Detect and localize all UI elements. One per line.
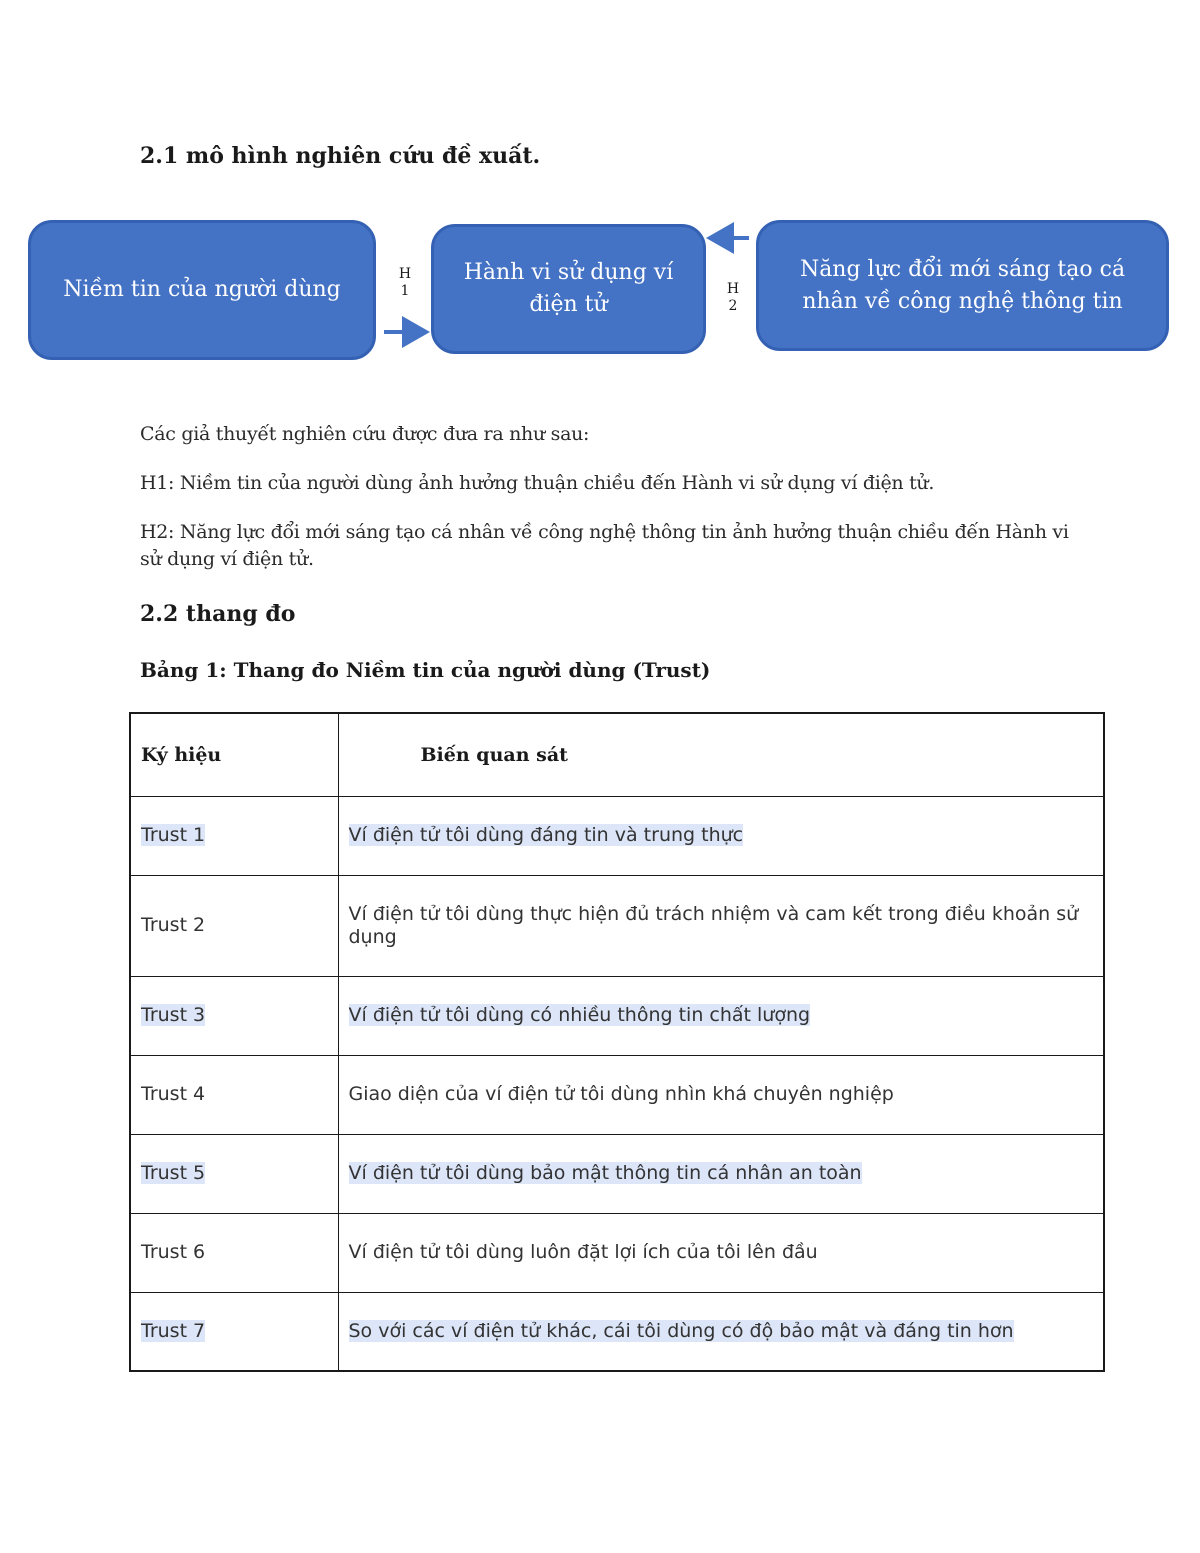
column-header-code: Ký hiệu bbox=[130, 713, 338, 796]
hypothesis-label-h1-number: 1 bbox=[400, 283, 410, 299]
cell-code-text: Trust 1 bbox=[141, 824, 206, 846]
table-row bbox=[130, 1213, 1104, 1292]
diagram-box-user-trust-label: Niềm tin của người dùng bbox=[63, 277, 341, 302]
section-heading-model: 2.1 mô hình nghiên cứu đề xuất. bbox=[140, 143, 541, 169]
cell-variable bbox=[338, 1292, 1104, 1371]
cell-code bbox=[130, 1134, 338, 1213]
cell-code bbox=[130, 796, 338, 875]
cell-code-text: Trust 6 bbox=[141, 1241, 206, 1263]
cell-variable bbox=[338, 1134, 1104, 1213]
cell-code bbox=[130, 976, 338, 1055]
table-caption: Bảng 1: Thang đo Niềm tin của người dùng (Trust) bbox=[140, 658, 711, 682]
cell-variable bbox=[338, 976, 1104, 1055]
diagram-box-ewallet-behavior bbox=[431, 224, 706, 354]
hypothesis-label-h2-number: 2 bbox=[728, 298, 738, 314]
cell-variable-text: Giao diện của ví điện tử tôi dùng nhìn khá chuyên nghiệp bbox=[348, 1083, 894, 1105]
table-row bbox=[130, 1134, 1104, 1213]
section-heading-scale: 2.2 thang đo bbox=[140, 601, 296, 627]
hypotheses-intro: Các giả thuyết nghiên cứu được đưa ra như sau: bbox=[140, 423, 590, 445]
hypothesis-h2-text: H2: Năng lực đổi mới sáng tạo cá nhân về công nghệ thông tin ảnh hưởng thuận chiều đến Hành vi sử dụng ví điện tử. bbox=[140, 521, 1069, 570]
hypothesis-label-h1 bbox=[397, 266, 413, 300]
diagram-box-it-innovation bbox=[756, 220, 1169, 351]
cell-code-text: Trust 7 bbox=[141, 1319, 206, 1342]
table-row bbox=[130, 1292, 1104, 1371]
hypothesis-label-h2-letter: H bbox=[726, 281, 740, 297]
hypothesis-label-h1-letter: H bbox=[398, 266, 412, 282]
trust-scale-table bbox=[129, 712, 1105, 1372]
table-row bbox=[130, 1055, 1104, 1134]
cell-variable bbox=[338, 796, 1104, 875]
cell-code-text: Trust 2 bbox=[141, 914, 206, 936]
cell-code bbox=[130, 1213, 338, 1292]
cell-code bbox=[130, 1055, 338, 1134]
hypothesis-label-h2 bbox=[725, 281, 741, 315]
cell-code-text: Trust 5 bbox=[141, 1162, 206, 1184]
cell-code bbox=[130, 1292, 338, 1371]
cell-code-text: Trust 4 bbox=[141, 1083, 206, 1105]
cell-variable bbox=[338, 1213, 1104, 1292]
table-row bbox=[130, 976, 1104, 1055]
cell-code bbox=[130, 875, 338, 976]
cell-variable-text: Ví điện tử tôi dùng đáng tin và trung thực bbox=[348, 824, 744, 846]
cell-variable bbox=[338, 875, 1104, 976]
diagram-box-ewallet-behavior-label: Hành vi sử dụng ví điện tử bbox=[463, 260, 674, 317]
table-row bbox=[130, 796, 1104, 875]
cell-variable bbox=[338, 1055, 1104, 1134]
hypothesis-h1-text: H1: Niềm tin của người dùng ảnh hưởng thuận chiều đến Hành vi sử dụng ví điện tử. bbox=[140, 472, 935, 494]
cell-variable-text: Ví điện tử tôi dùng luôn đặt lợi ích của tôi lên đầu bbox=[348, 1241, 818, 1263]
cell-variable-text: So với các ví điện tử khác, cái tôi dùng có độ bảo mật và đáng tin hơn bbox=[348, 1319, 1014, 1342]
diagram-box-it-innovation-label: Năng lực đổi mới sáng tạo cá nhân về công nghệ thông tin bbox=[799, 256, 1126, 314]
column-header-variable: Biến quan sát bbox=[338, 713, 1104, 796]
cell-code-text: Trust 3 bbox=[141, 1004, 206, 1026]
table-row bbox=[130, 875, 1104, 976]
cell-variable-text: Ví điện tử tôi dùng thực hiện đủ trách nhiệm và cam kết trong điều khoản sử dụng bbox=[348, 902, 1079, 948]
cell-variable-text: Ví điện tử tôi dùng bảo mật thông tin cá nhân an toàn bbox=[348, 1162, 862, 1184]
cell-variable-text: Ví điện tử tôi dùng có nhiều thông tin chất lượng bbox=[348, 1004, 811, 1026]
table-header-row bbox=[130, 713, 1104, 796]
diagram-box-user-trust bbox=[28, 220, 376, 360]
